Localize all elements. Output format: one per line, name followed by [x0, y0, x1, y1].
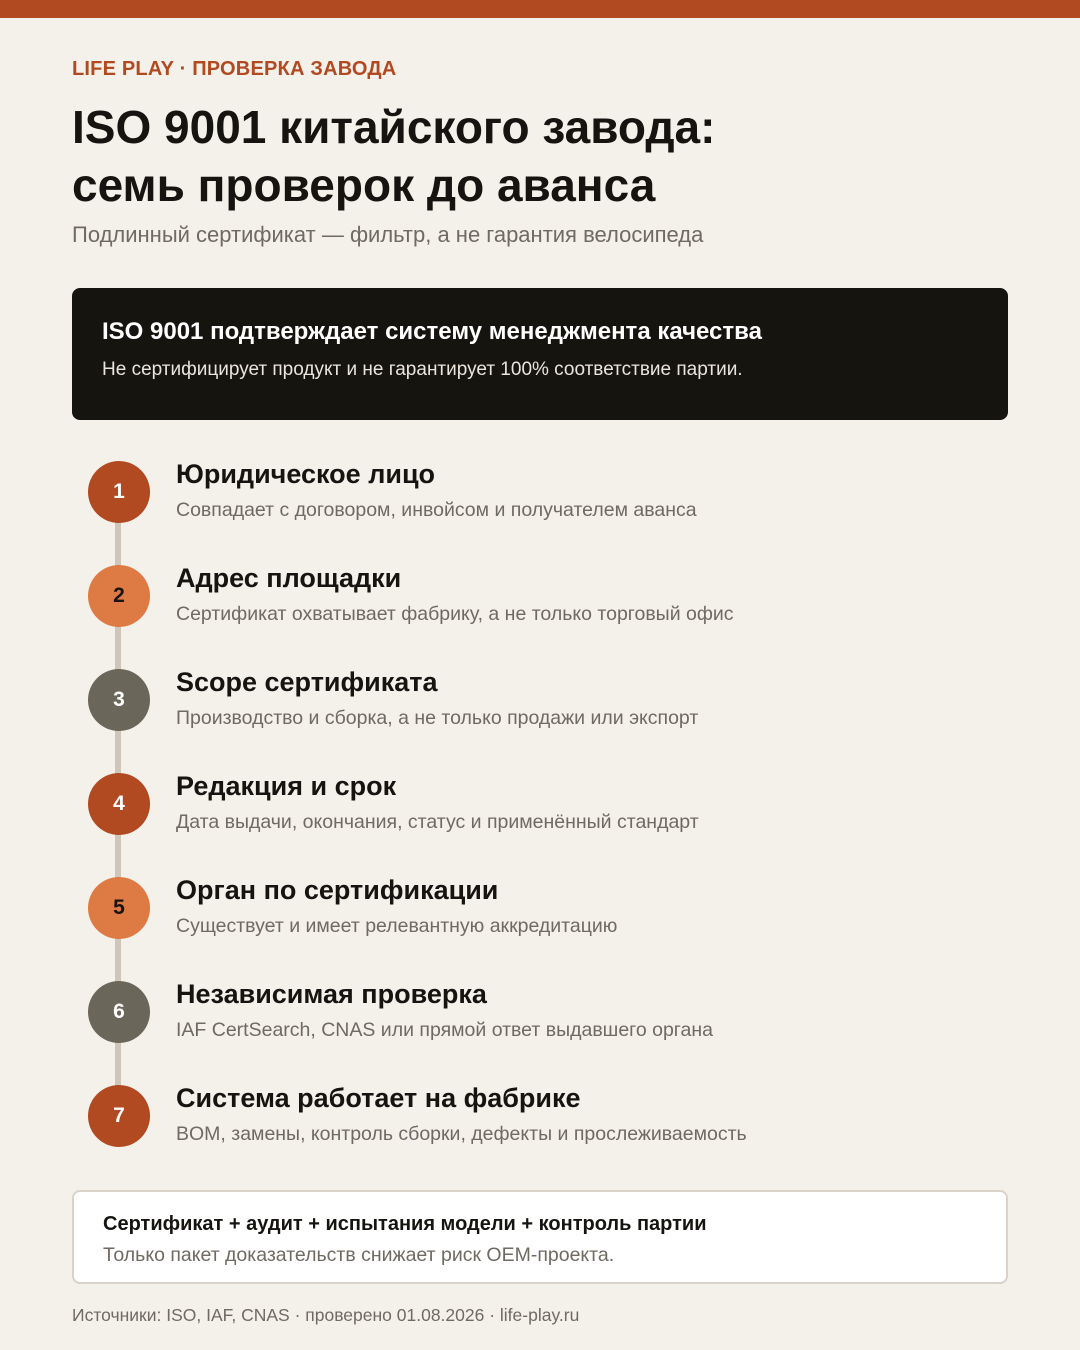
summary-text: Только пакет доказательств снижает риск OEM-проекта. — [103, 1244, 615, 1266]
step-item-5 — [88, 877, 1008, 967]
summary-box — [72, 1190, 1008, 1284]
step-number-badge: 4 — [88, 773, 150, 835]
top-accent-bar — [0, 0, 1080, 18]
step-number-badge: 6 — [88, 981, 150, 1043]
step-item-7 — [88, 1085, 1008, 1175]
step-description: BOM, замены, контроль сборки, дефекты и прослеживаемость — [176, 1123, 747, 1145]
page-subtitle: Подлинный сертификат — фильтр, а не гарантия велосипеда — [72, 222, 704, 247]
step-title: Адрес площадки — [176, 563, 402, 593]
step-item-2 — [88, 565, 1008, 655]
step-number-badge: 5 — [88, 877, 150, 939]
step-title: Независимая проверка — [176, 979, 487, 1009]
step-description: Существует и имеет релевантную аккредитацию — [176, 915, 618, 937]
step-title: Юридическое лицо — [176, 459, 436, 489]
step-item-3 — [88, 669, 1008, 759]
kicker-label: LIFE PLAY · ПРОВЕРКА ЗАВОДА — [72, 58, 397, 80]
step-number-badge: 2 — [88, 565, 150, 627]
step-number-badge: 7 — [88, 1085, 150, 1147]
footer-sources: Источники: ISO, IAF, CNAS · проверено 01.08.2026 · life-play.ru — [72, 1305, 580, 1325]
step-number-badge: 1 — [88, 461, 150, 523]
step-title: Редакция и срок — [176, 771, 397, 801]
callout-title: ISO 9001 подтверждает систему менеджмента качества — [102, 318, 762, 345]
step-description: Дата выдачи, окончания, статус и применённый стандарт — [176, 811, 699, 833]
step-description: Сертификат охватывает фабрику, а не только торговый офис — [176, 603, 734, 625]
step-item-4 — [88, 773, 1008, 863]
step-item-6 — [88, 981, 1008, 1071]
callout-text: Не сертифицирует продукт и не гарантирует 100% соответствие партии. — [102, 359, 743, 380]
step-title: Система работает на фабрике — [176, 1083, 581, 1113]
page-title-line-2: семь проверок до аванса — [72, 159, 656, 211]
step-item-1 — [88, 461, 1008, 551]
step-title: Scope сертификата — [176, 667, 438, 697]
step-number-badge: 3 — [88, 669, 150, 731]
page-title-line-1: ISO 9001 китайского завода: — [72, 101, 716, 153]
step-description: IAF CertSearch, CNAS или прямой ответ выдавшего органа — [176, 1019, 713, 1041]
step-description: Производство и сборка, а не только продажи или экспорт — [176, 707, 699, 729]
step-title: Орган по сертификации — [176, 875, 499, 905]
callout-box — [72, 288, 1008, 420]
step-description: Совпадает с договором, инвойсом и получателем аванса — [176, 499, 697, 521]
summary-title: Сертификат + аудит + испытания модели + контроль партии — [103, 1213, 707, 1235]
page-title — [72, 98, 1012, 214]
